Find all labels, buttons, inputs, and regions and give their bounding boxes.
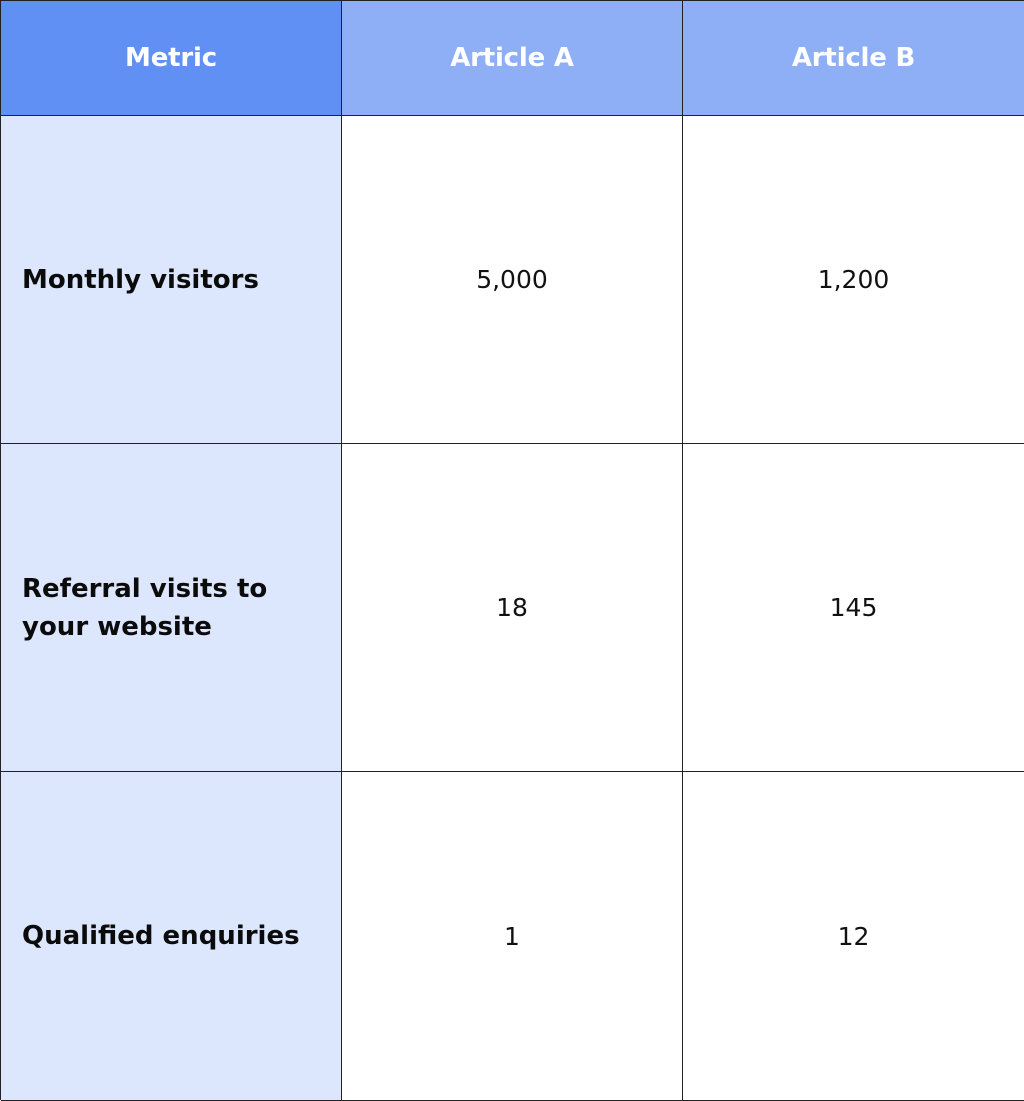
column-header-article-a: Article A [342,1,683,116]
cell-qualified-enquiries-article-a: 1 [342,772,683,1101]
row-label-referral-visits: Referral visits to your website [1,444,342,772]
row-label-monthly-visitors: Monthly visitors [1,116,342,444]
cell-referral-visits-article-b: 145 [683,444,1024,772]
cell-qualified-enquiries-article-b: 12 [683,772,1024,1101]
cell-referral-visits-article-a: 18 [342,444,683,772]
column-header-article-b: Article B [683,1,1024,116]
row-label-qualified-enquiries: Qualified enquiries [1,772,342,1101]
column-header-metric: Metric [1,1,342,116]
cell-monthly-visitors-article-a: 5,000 [342,116,683,444]
cell-monthly-visitors-article-b: 1,200 [683,116,1024,444]
